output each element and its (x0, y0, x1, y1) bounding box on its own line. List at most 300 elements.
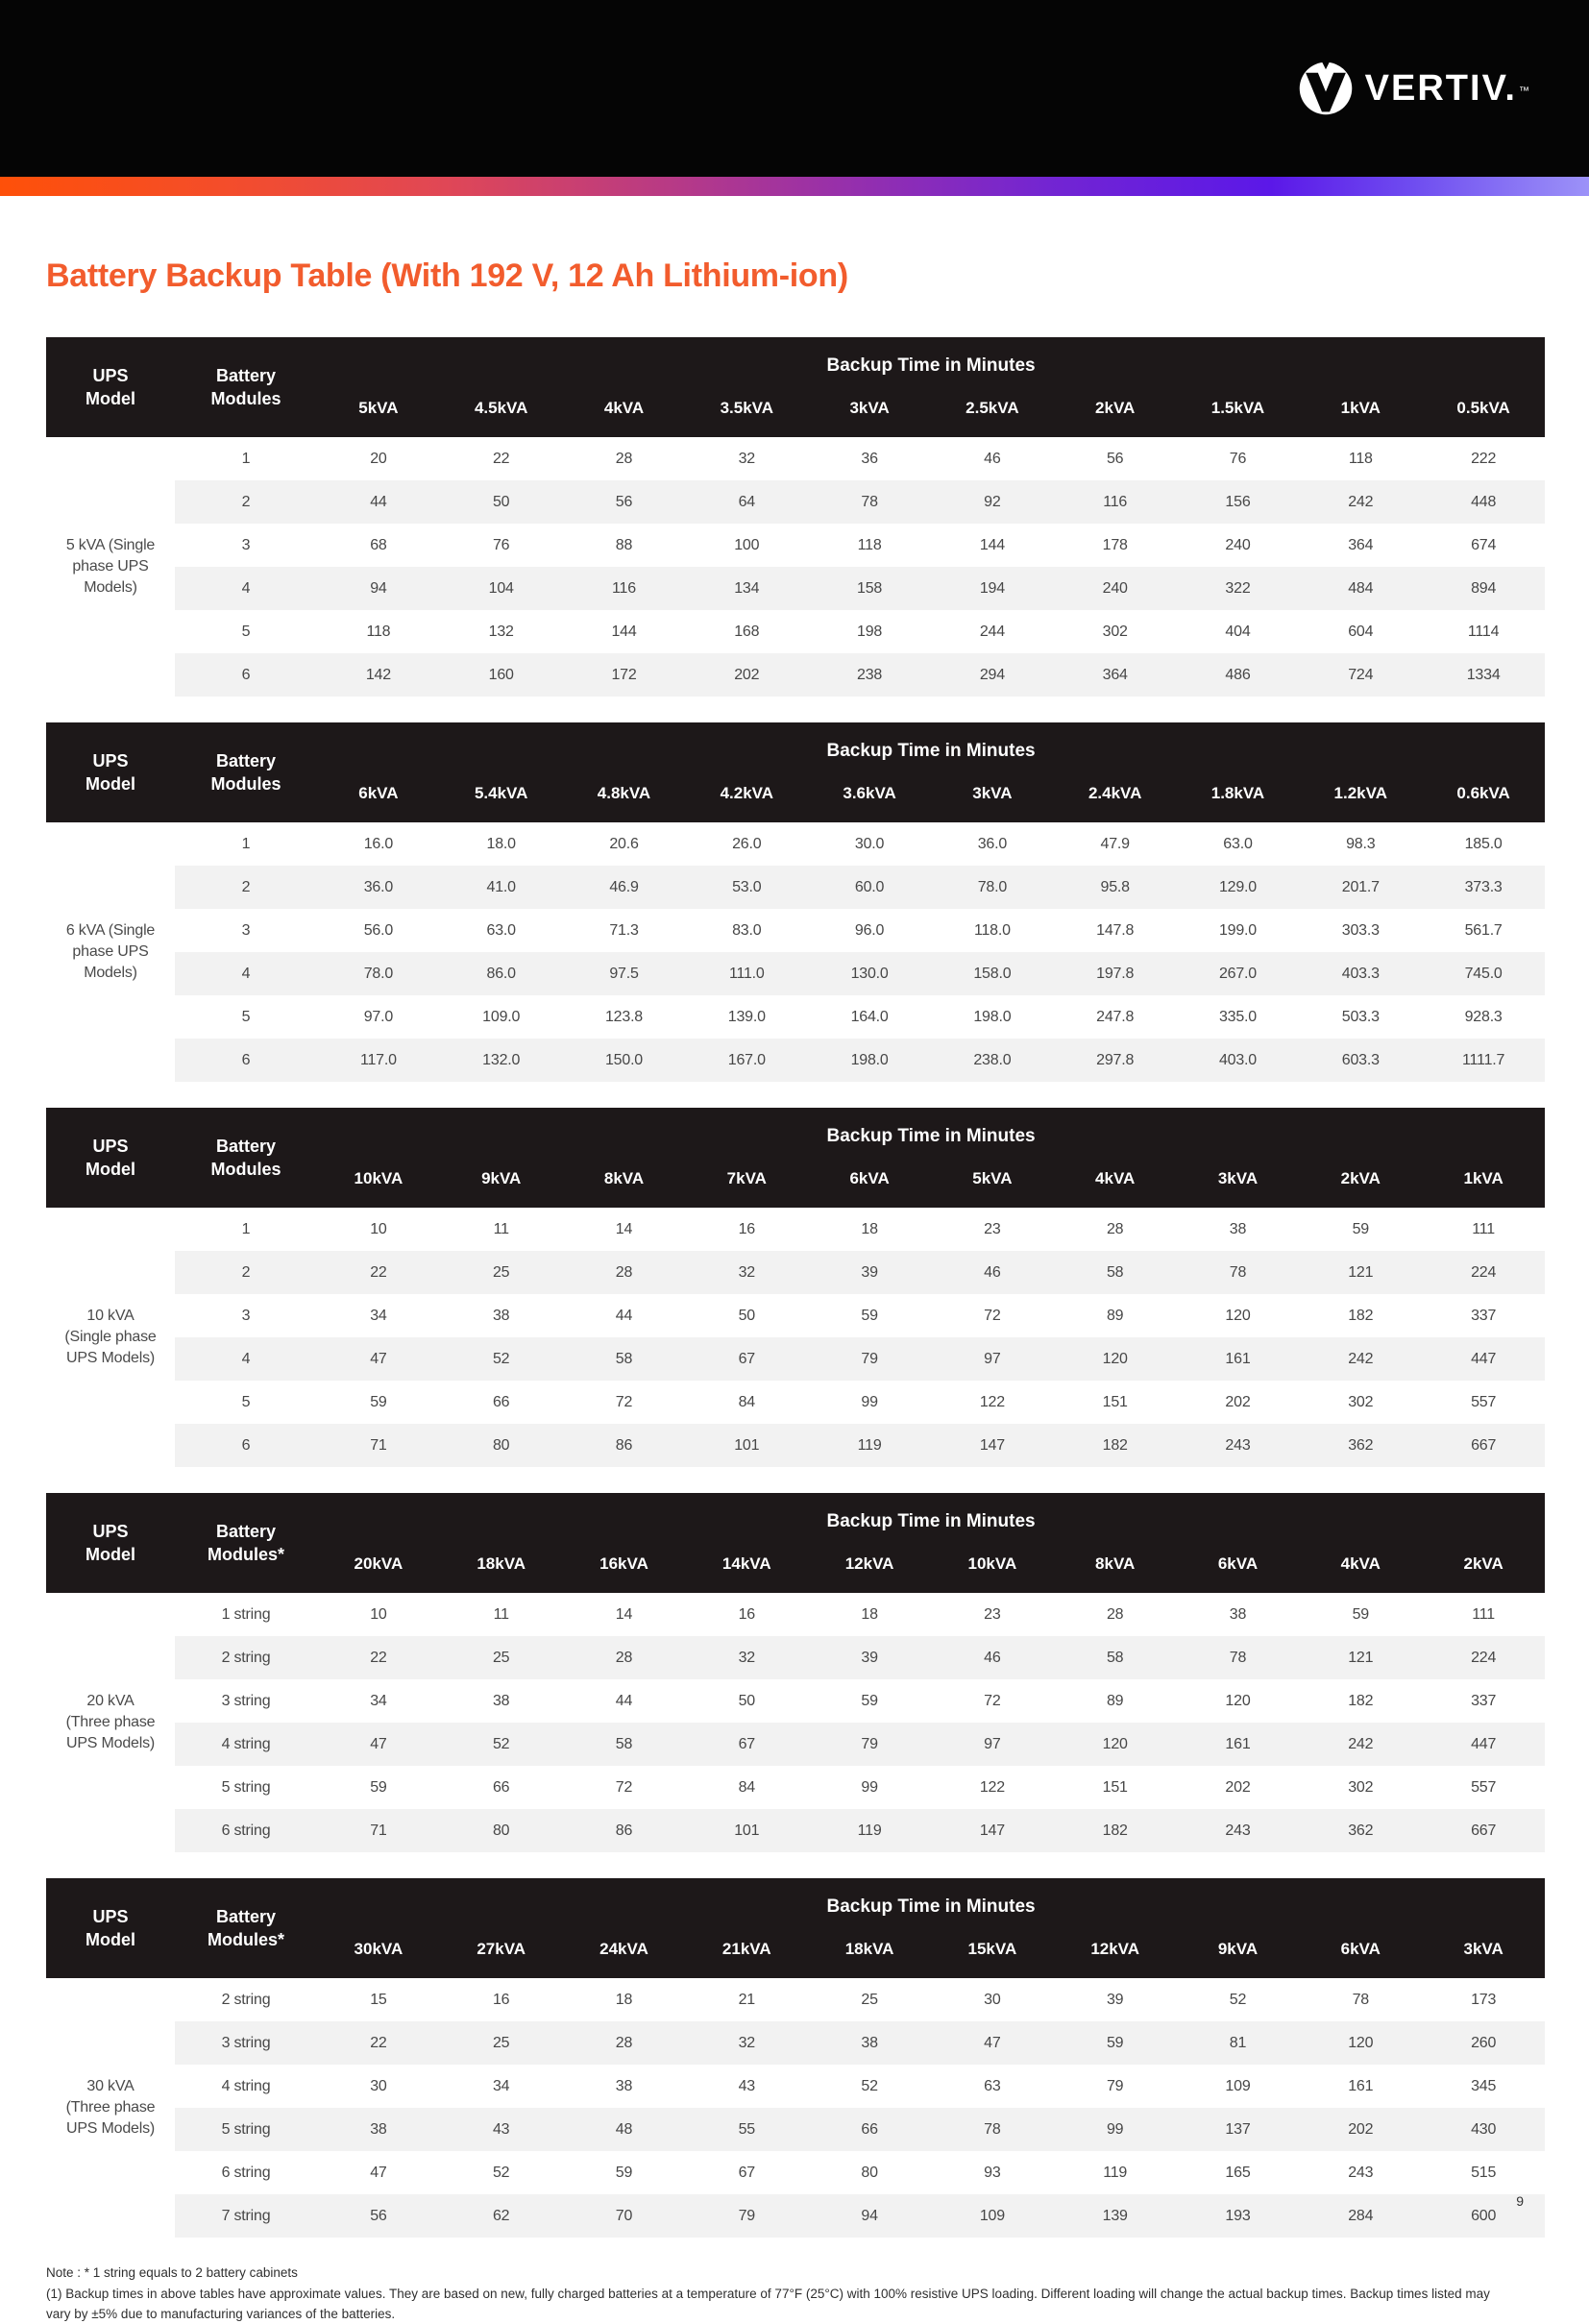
footnote-string-definition: Note : * 1 string equals to 2 battery cabinets (46, 2265, 298, 2281)
backup-time-cell: 28 (1106, 1220, 1124, 1237)
backup-time-cell: 484 (1348, 579, 1374, 597)
backup-time-cell: 32 (738, 2034, 755, 2051)
backup-table-6kva (46, 722, 1545, 1082)
table-row (46, 1424, 1545, 1467)
page-content (0, 257, 1589, 2324)
backup-time-cell: 25 (492, 2034, 510, 2051)
backup-time-cell: 173 (1471, 1991, 1497, 2008)
backup-time-cell: 22 (370, 1649, 387, 1666)
backup-time-cell: 41.0 (486, 878, 516, 895)
backup-time-cell: 10 (370, 1220, 387, 1237)
kva-column-header: 12kVA (1054, 1928, 1177, 1978)
battery-modules-header: Battery Modules* (175, 1878, 317, 1978)
table-row (46, 437, 1545, 480)
backup-time-cell: 62 (492, 2207, 510, 2224)
table-row (46, 1337, 1545, 1381)
kva-column-header: 2.4kVA (1054, 772, 1177, 822)
backup-time-cell: 243 (1225, 1436, 1251, 1454)
table-header (46, 1108, 1545, 1208)
backup-time-cell: 32 (738, 1649, 755, 1666)
kva-column-header: 8kVA (1054, 1543, 1177, 1593)
backup-time-cell: 93 (984, 2164, 1001, 2181)
battery-modules-cell: 6 (241, 1436, 251, 1454)
battery-modules-cell: 2 (241, 878, 251, 895)
backup-time-cell: 267.0 (1218, 965, 1257, 982)
kva-column-header: 7kVA (685, 1158, 808, 1208)
backup-time-cell: 52 (1229, 1991, 1247, 2008)
backup-time-cell: 404 (1225, 623, 1251, 640)
backup-time-cell: 147 (979, 1436, 1005, 1454)
kva-column-header: 14kVA (685, 1543, 808, 1593)
backup-time-cell: 95.8 (1100, 878, 1130, 895)
kva-column-header: 16kVA (563, 1543, 686, 1593)
backup-time-cell: 674 (1471, 536, 1497, 553)
backup-time-cell: 97 (984, 1735, 1001, 1752)
backup-time-cell: 101 (734, 1436, 760, 1454)
table-body (46, 1208, 1545, 1467)
backup-time-cell: 337 (1471, 1307, 1497, 1324)
backup-time-cell: 147 (979, 1822, 1005, 1839)
backup-time-cell: 46 (984, 1263, 1001, 1281)
backup-time-cell: 94 (370, 579, 387, 597)
kva-column-header: 10kVA (931, 1543, 1054, 1593)
kva-column-header: 18kVA (808, 1928, 931, 1978)
table-row (46, 2108, 1545, 2151)
backup-time-cell: 362 (1348, 1436, 1374, 1454)
backup-table-30kva (46, 1878, 1545, 2238)
backup-table-5kva (46, 337, 1545, 697)
backup-time-cell: 120 (1225, 1692, 1251, 1709)
backup-time-cell: 137 (1225, 2120, 1251, 2138)
kva-column-header: 2.5kVA (931, 387, 1054, 437)
backup-time-cell: 121 (1348, 1649, 1374, 1666)
backup-time-cell: 78 (1229, 1263, 1247, 1281)
kva-column-header: 1kVA (1422, 1158, 1545, 1208)
ups-model-header: UPS Model (46, 337, 175, 437)
backup-time-cell: 59 (1352, 1220, 1369, 1237)
kva-column-header: 3kVA (808, 387, 931, 437)
table-header (46, 1878, 1545, 1978)
ups-model-header: UPS Model (46, 1108, 175, 1208)
backup-time-cell: 16 (738, 1605, 755, 1623)
backup-time-cell: 81 (1229, 2034, 1247, 2051)
table-row (46, 1381, 1545, 1424)
kva-column-header: 9kVA (1177, 1928, 1300, 1978)
backup-time-cell: 132 (488, 623, 514, 640)
backup-time-cell: 294 (979, 666, 1005, 683)
backup-time-cell: 120 (1102, 1735, 1128, 1752)
table-row (46, 610, 1545, 653)
backup-time-cell: 16 (492, 1991, 510, 2008)
table-row (46, 567, 1545, 610)
backup-time-cell: 50 (492, 493, 510, 510)
backup-time-cell: 94 (861, 2207, 878, 2224)
backup-time-cell: 202 (1225, 1393, 1251, 1410)
table-body (46, 822, 1545, 1082)
backup-time-cell: 59 (861, 1307, 878, 1324)
backup-time-cell: 88 (615, 536, 633, 553)
backup-time-cell: 161 (1225, 1350, 1251, 1367)
backup-time-cell: 603.3 (1341, 1051, 1380, 1068)
table-row (46, 1766, 1545, 1809)
kva-column-header: 12kVA (808, 1543, 931, 1593)
backup-time-cell: 745.0 (1464, 965, 1503, 982)
table-row (46, 1978, 1545, 2021)
header-row-top (46, 722, 1545, 772)
backup-time-cell: 60.0 (854, 878, 885, 895)
backup-time-cell: 78.0 (977, 878, 1008, 895)
backup-time-cell: 302 (1348, 1778, 1374, 1796)
kva-column-header: 2kVA (1054, 387, 1177, 437)
backup-time-cell: 79 (861, 1735, 878, 1752)
battery-modules-cell: 1 (241, 1220, 251, 1237)
backup-time-cell: 604 (1348, 623, 1374, 640)
backup-time-cell: 1334 (1466, 666, 1501, 683)
backup-time-cell: 58 (1106, 1263, 1124, 1281)
backup-time-cell: 486 (1225, 666, 1251, 683)
backup-time-cell: 46 (984, 1649, 1001, 1666)
backup-time-cell: 89 (1106, 1692, 1124, 1709)
backup-time-cell: 122 (979, 1778, 1005, 1796)
backup-time-cell: 22 (370, 2034, 387, 2051)
header-row-top (46, 1878, 1545, 1928)
backup-time-cell: 47 (370, 1350, 387, 1367)
backup-time-cell: 46 (984, 450, 1001, 467)
backup-time-cell: 247.8 (1096, 1008, 1135, 1025)
backup-time-cell: 240 (1102, 579, 1128, 597)
kva-column-header: 8kVA (563, 1158, 686, 1208)
backup-time-cell: 78 (1352, 1991, 1369, 2008)
backup-time-cell: 156 (1225, 493, 1251, 510)
backup-time-cell: 118 (366, 623, 391, 640)
table-header (46, 722, 1545, 822)
backup-time-cell: 144 (979, 536, 1005, 553)
kva-column-header: 6kVA (317, 772, 440, 822)
backup-time-cell: 80 (492, 1436, 510, 1454)
kva-column-header: 4kVA (1054, 1158, 1177, 1208)
backup-time-cell: 50 (738, 1692, 755, 1709)
backup-time-cell: 58 (615, 1350, 633, 1367)
battery-modules-cell: 7 string (221, 2207, 271, 2224)
backup-time-cell: 101 (734, 1822, 760, 1839)
battery-modules-cell: 4 (241, 1350, 251, 1367)
backup-time-cell: 66 (492, 1393, 510, 1410)
ups-model-header: UPS Model (46, 1878, 175, 1978)
backup-time-cell: 116 (612, 579, 636, 597)
battery-modules-cell: 1 (241, 450, 251, 467)
kva-column-header: 15kVA (931, 1928, 1054, 1978)
backup-time-cell: 25 (492, 1263, 510, 1281)
backup-time-cell: 151 (1102, 1393, 1128, 1410)
table-row (46, 480, 1545, 524)
backup-time-cell: 20 (370, 450, 387, 467)
backup-time-cell: 83.0 (732, 921, 762, 939)
backup-time-cell: 28 (615, 450, 633, 467)
backup-time-cell: 600 (1471, 2207, 1497, 2224)
backup-time-cell: 243 (1225, 1822, 1251, 1839)
trademark-symbol: ™ (1519, 86, 1529, 97)
backup-time-cell: 86.0 (486, 965, 516, 982)
backup-time-cell: 118.0 (973, 921, 1011, 939)
table-row (46, 866, 1545, 909)
backup-time-cell: 242 (1348, 493, 1374, 510)
backup-time-cell: 30.0 (854, 835, 885, 852)
backup-time-cell: 67 (738, 1350, 755, 1367)
backup-time-cell: 119 (857, 1436, 882, 1454)
backup-time-cell: 21 (738, 1991, 755, 2008)
backup-time-cell: 150.0 (604, 1051, 644, 1068)
backup-time-cell: 79 (738, 2207, 755, 2224)
backup-time-cell: 22 (492, 450, 510, 467)
backup-time-cell: 161 (1348, 2077, 1374, 2094)
backup-time-cell: 120 (1225, 1307, 1251, 1324)
backup-time-cell: 448 (1471, 493, 1497, 510)
kva-column-header: 10kVA (317, 1158, 440, 1208)
kva-column-header: 1.5kVA (1177, 387, 1300, 437)
kva-column-header: 3kVA (1422, 1928, 1545, 1978)
table-row (46, 1039, 1545, 1082)
backup-time-cell: 503.3 (1341, 1008, 1380, 1025)
kva-column-header: 9kVA (440, 1158, 563, 1208)
page-number: 9 (1516, 2193, 1524, 2209)
backup-time-cell: 403.0 (1218, 1051, 1257, 1068)
backup-time-cell: 18 (615, 1991, 633, 2008)
backup-time-cell: 120 (1348, 2034, 1374, 2051)
backup-time-cell: 116 (1103, 493, 1128, 510)
backup-time-cell: 38 (861, 2034, 878, 2051)
backup-time-cell: 38 (1229, 1220, 1247, 1237)
backup-time-cell: 667 (1471, 1822, 1497, 1839)
backup-time-cell: 197.8 (1096, 965, 1135, 982)
battery-modules-cell: 6 (241, 1051, 251, 1068)
backup-time-cell: 242 (1348, 1735, 1374, 1752)
backup-time-cell: 84 (738, 1778, 755, 1796)
backup-time-cell: 18 (861, 1220, 878, 1237)
kva-column-header: 6kVA (1299, 1928, 1422, 1978)
battery-modules-cell: 3 string (221, 1692, 271, 1709)
kva-column-header: 21kVA (685, 1928, 808, 1978)
backup-time-cell: 38 (492, 1692, 510, 1709)
kva-column-header: 30kVA (317, 1928, 440, 1978)
table-row (46, 995, 1545, 1039)
kva-column-header: 2kVA (1299, 1158, 1422, 1208)
backup-time-cell: 16.0 (363, 835, 394, 852)
backup-time-cell: 48 (615, 2120, 633, 2138)
ups-model-cell: 6 kVA (Single phase UPS Models) (46, 822, 175, 1082)
backup-time-cell: 894 (1471, 579, 1497, 597)
backup-time-cell: 119 (857, 1822, 882, 1839)
battery-modules-cell: 6 string (221, 2164, 271, 2181)
backup-time-cell: 198 (857, 623, 883, 640)
backup-table-10kva (46, 1108, 1545, 1467)
backup-time-cell: 161 (1225, 1735, 1251, 1752)
backup-time-cell: 1111.7 (1462, 1051, 1505, 1068)
battery-modules-cell: 4 string (221, 1735, 271, 1752)
backup-time-cell: 561.7 (1464, 921, 1503, 939)
kva-column-header: 5.4kVA (440, 772, 563, 822)
backup-time-cell: 557 (1471, 1778, 1497, 1796)
backup-time-cell: 10 (370, 1605, 387, 1623)
backup-time-cell: 364 (1102, 666, 1128, 683)
backup-time-cell: 130.0 (850, 965, 889, 982)
footnote-backup-times: (1) Backup times in above tables have approximate values. They are based on new, fully charged batteries at a temperature of 77°F (25°C) with 100% resistive UPS loading. Different loading will change the actual backup times. Backup times listed may vary by ±5% due to manufacturing variances of the batteries. (46, 2287, 1490, 2321)
backup-time-cell: 185.0 (1464, 835, 1503, 852)
backup-time-cell: 139.0 (727, 1008, 766, 1025)
backup-tables-container (0, 337, 1589, 2238)
backup-time-cell: 47 (370, 2164, 387, 2181)
backup-time-cell: 32 (738, 1263, 755, 1281)
backup-time-cell: 47.9 (1100, 835, 1130, 852)
backup-time-cell: 403.3 (1341, 965, 1380, 982)
backup-time-cell: 109 (979, 2207, 1005, 2224)
backup-time-cell: 193 (1225, 2207, 1251, 2224)
backup-time-cell: 76 (492, 536, 510, 553)
backup-time-cell: 63.0 (1223, 835, 1253, 852)
backup-time-cell: 224 (1471, 1649, 1497, 1666)
backup-time-cell: 284 (1348, 2207, 1374, 2224)
table-row (46, 2021, 1545, 2065)
backup-time-cell: 16 (738, 1220, 755, 1237)
backup-time-cell: 52 (492, 1350, 510, 1367)
page-title: Battery Backup Table (With 192 V, 12 Ah Lithium-ion) (46, 257, 848, 294)
table-row (46, 1636, 1545, 1679)
backup-time-cell: 297.8 (1096, 1051, 1135, 1068)
backup-time-cell: 38 (492, 1307, 510, 1324)
backup-time-cell: 14 (615, 1605, 633, 1623)
backup-time-cell: 557 (1471, 1393, 1497, 1410)
backup-time-cell: 111 (1472, 1605, 1495, 1623)
battery-modules-cell: 1 string (221, 1605, 271, 1623)
backup-time-cell: 97 (984, 1350, 1001, 1367)
backup-time-cell: 164.0 (850, 1008, 889, 1025)
battery-modules-cell: 6 string (221, 1822, 271, 1839)
backup-time-cell: 89 (1106, 1307, 1124, 1324)
backup-time-cell: 30 (370, 2077, 387, 2094)
kva-column-header: 6kVA (808, 1158, 931, 1208)
backup-time-cell: 337 (1471, 1692, 1497, 1709)
backup-time-cell: 63 (984, 2077, 1001, 2094)
backup-time-cell: 30 (984, 1991, 1001, 2008)
kva-column-header: 4.2kVA (685, 772, 808, 822)
backup-time-cell: 34 (370, 1307, 387, 1324)
backup-time-cell: 99 (1106, 2120, 1124, 2138)
backup-time-cell: 15 (370, 1991, 387, 2008)
backup-time-cell: 14 (615, 1220, 633, 1237)
backup-time-cell: 63.0 (486, 921, 516, 939)
backup-time-cell: 447 (1471, 1735, 1497, 1752)
backup-time-cell: 373.3 (1464, 878, 1503, 895)
backup-time-cell: 56.0 (363, 921, 394, 939)
backup-time-cell: 100 (734, 536, 760, 553)
battery-modules-cell: 4 string (221, 2077, 271, 2094)
backup-time-cell: 43 (738, 2077, 755, 2094)
backup-time-cell: 515 (1471, 2164, 1497, 2181)
backup-time-cell: 168 (734, 623, 760, 640)
backup-time-cell: 132.0 (482, 1051, 521, 1068)
kva-column-header: 1kVA (1299, 387, 1422, 437)
backup-time-cell: 32 (738, 450, 755, 467)
backup-time-cell: 178 (1102, 536, 1128, 553)
backup-time-cell: 199.0 (1218, 921, 1257, 939)
kva-column-header: 3kVA (931, 772, 1054, 822)
backup-time-cell: 78.0 (363, 965, 394, 982)
backup-time-cell: 58 (615, 1735, 633, 1752)
battery-modules-cell: 1 (241, 835, 251, 852)
table-row (46, 1809, 1545, 1852)
backup-time-cell: 71.3 (609, 921, 639, 939)
battery-modules-cell: 5 string (221, 2120, 271, 2138)
backup-time-cell: 97.0 (363, 1008, 394, 1025)
backup-time-cell: 23 (984, 1605, 1001, 1623)
backup-time-cell: 238.0 (973, 1051, 1012, 1068)
backup-time-cell: 724 (1348, 666, 1374, 683)
vertiv-logo (1298, 61, 1529, 116)
backup-time-cell: 66 (861, 2120, 878, 2138)
backup-time-cell: 34 (492, 2077, 510, 2094)
backup-time-cell: 240 (1225, 536, 1251, 553)
backup-time-cell: 28 (1106, 1605, 1124, 1623)
backup-time-cell: 53.0 (732, 878, 762, 895)
backup-time-cell: 109.0 (482, 1008, 521, 1025)
brand-gradient-bar (0, 177, 1589, 196)
backup-time-cell: 67 (738, 2164, 755, 2181)
backup-time-cell: 39 (861, 1649, 878, 1666)
table-row (46, 2065, 1545, 2108)
backup-time-cell: 118 (1348, 450, 1373, 467)
backup-time-cell: 64 (738, 493, 755, 510)
backup-time-cell: 66 (492, 1778, 510, 1796)
backup-time-cell: 194 (979, 579, 1005, 597)
backup-time-cell: 151 (1102, 1778, 1128, 1796)
kva-column-header: 5kVA (931, 1158, 1054, 1208)
header-row-top (46, 1493, 1545, 1543)
backup-time-cell: 84 (738, 1393, 755, 1410)
backup-time-cell: 238 (857, 666, 883, 683)
backup-time-cell: 430 (1471, 2120, 1497, 2138)
kva-column-header: 1.2kVA (1299, 772, 1422, 822)
backup-time-cell: 158 (857, 579, 883, 597)
backup-time-cell: 1114 (1467, 623, 1500, 640)
backup-time-cell: 121 (1348, 1263, 1374, 1281)
backup-time-cell: 58 (1106, 1649, 1124, 1666)
backup-time-cell: 78 (861, 493, 878, 510)
backup-time-cell: 59 (1352, 1605, 1369, 1623)
backup-time-cell: 59 (1106, 2034, 1124, 2051)
table-body (46, 1593, 1545, 1852)
backup-time-cell: 38 (370, 2120, 387, 2138)
backup-time-cell: 52 (492, 2164, 510, 2181)
backup-time-cell: 98.3 (1346, 835, 1376, 852)
backup-time-cell: 76 (1229, 450, 1247, 467)
battery-modules-cell: 3 (241, 921, 251, 939)
backup-time-cell: 109 (1225, 2077, 1251, 2094)
backup-time-cell: 158.0 (973, 965, 1012, 982)
backup-time-cell: 25 (861, 1991, 878, 2008)
kva-column-header: 4kVA (563, 387, 686, 437)
backup-time-cell: 99 (861, 1393, 878, 1410)
ups-model-cell: 20 kVA (Three phase UPS Models) (46, 1593, 175, 1852)
backup-time-cell: 22 (370, 1263, 387, 1281)
battery-modules-cell: 6 (241, 666, 251, 683)
top-banner (0, 0, 1589, 177)
backup-time-cell: 362 (1348, 1822, 1374, 1839)
table-body (46, 437, 1545, 697)
table-row (46, 1251, 1545, 1294)
backup-time-cell: 202 (1225, 1778, 1251, 1796)
backup-time-cell: 71 (370, 1822, 387, 1839)
table-row (46, 1679, 1545, 1723)
backup-time-cell: 123.8 (604, 1008, 644, 1025)
